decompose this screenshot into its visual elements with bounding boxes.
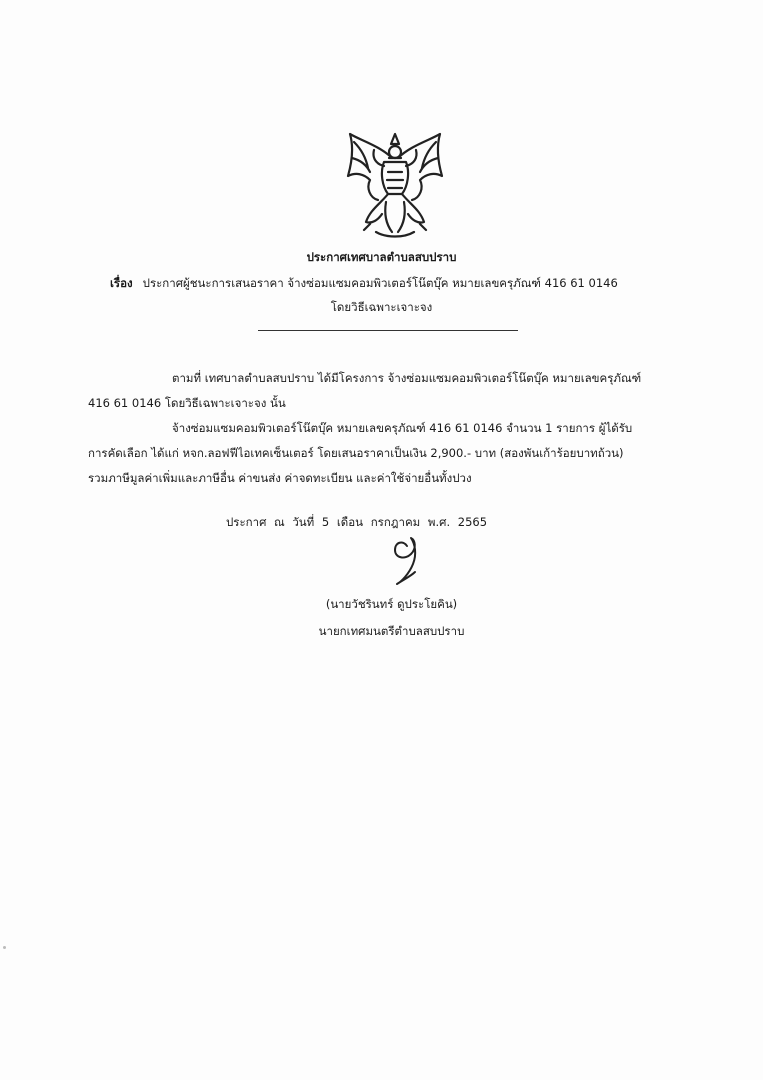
scan-speck	[3, 946, 6, 949]
garuda-emblem-icon	[340, 128, 450, 240]
paragraph-1-line-2: 416 61 0146 โดยวิธีเฉพาะเจาะจง นั้น	[88, 396, 286, 410]
procurement-method: โดยวิธีเฉพาะเจาะจง	[330, 300, 433, 314]
paragraph-1-line-1: ตามที่ เทศบาลตำบลสบปราบ ได้มีโครงการ จ้างซ่อมแซมคอมพิวเตอร์โน๊ตบุ๊ค หมายเลขครุภัณฑ์	[172, 371, 642, 385]
paragraph-2-line-1: จ้างซ่อมแซมคอมพิวเตอร์โน๊ตบุ๊ค หมายเลขครุภัณฑ์ 416 61 0146 จำนวน 1 รายการ ผู้ได้รับ	[172, 421, 633, 435]
signer-position: นายกเทศมนตรีตำบลสบปราบ	[318, 624, 465, 638]
subject-text: ประกาศผู้ชนะการเสนอราคา จ้างซ่อมแซมคอมพิวเตอร์โน๊ตบุ๊ค หมายเลขครุภัณฑ์ 416 61 0146	[142, 276, 618, 290]
signer-name: (นายวัชรินทร์ ดูประโยคิน)	[325, 597, 458, 611]
subject-label: เรื่อง	[110, 276, 133, 290]
paragraph-2-line-2: การคัดเลือก ได้แก่ หจก.ลอฟฟีไอเทคเซ็นเตอร์ โดยเสนอราคาเป็นเงิน 2,900.- บาท (สองพันเก้าร้อยบาทถ้วน)	[88, 446, 624, 460]
paragraph-2-line-3: รวมภาษีมูลค่าเพิ่มและภาษีอื่น ค่าขนส่ง ค่าจดทะเบียน และค่าใช้จ่ายอื่นทั้งปวง	[88, 471, 472, 485]
subject-line	[110, 276, 618, 290]
document-title: ประกาศเทศบาลตำบลสบปราบ	[306, 250, 457, 264]
announcement-date: ประกาศ ณ วันที่ 5 เดือน กรกฎาคม พ.ศ. 2565	[226, 515, 488, 529]
separator-line	[258, 330, 518, 331]
handwritten-signature	[385, 536, 430, 588]
